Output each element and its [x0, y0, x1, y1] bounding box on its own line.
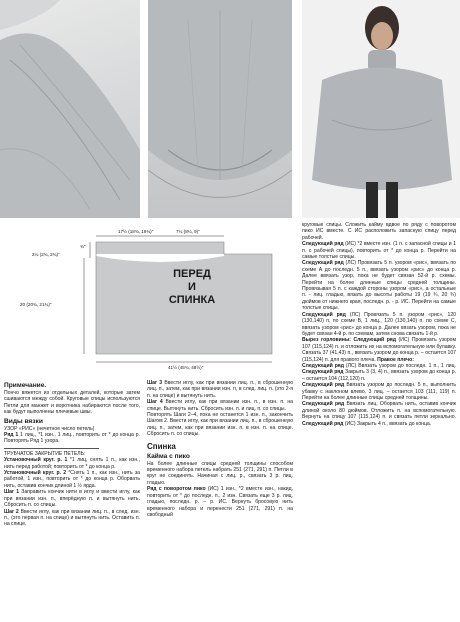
setup2-paragraph: [4, 470, 140, 489]
col3-p1: круговые спицы. Сложить кайму вдвое по ряду с поворотом пико ИС вместе. С ИС расположить запасную спицу перед рабочей.: [302, 222, 456, 241]
note-heading: Примечание.: [4, 382, 47, 389]
dim-side-small: 2¼ (2¾, 2¾)": [32, 252, 60, 257]
dim-top-width: 17½ (18¾, 19¾)": [118, 229, 154, 234]
next-row-label: Следующий ряд: [302, 260, 344, 267]
col3-para-2: [302, 241, 456, 260]
setup1-paragraph: [4, 457, 140, 470]
step4-paragraph: [147, 399, 293, 412]
picot-text: (ИС) 1 изн., *2 вместе изн., накид, повторить от * до последн. п., 2 изн. Связать еще 3 р. лиц. гладью, последн. р. – р. ИС. Вернуть бросовую нить временного набора и перенести 251 (271, 291) п. на свободный: [147, 486, 293, 518]
col3-para-8: [302, 401, 456, 427]
next-row-label: Следующий ряд: [302, 369, 344, 376]
text-column-3: [302, 222, 456, 427]
step1-text: Заправить кончик нити в иглу и ввести иглу, как при вязании изн. п., вперёдную п. и вытянуть нить. Сбросить п. со спицы.: [4, 489, 140, 509]
col3-p3: (ЛС) Провязать 5 п. узором «рис», ввязать по схеме А до последн. 5 п., ввязать узором «рис» до конца р. Далее ввязать узор, пока не будет связан 52-й р. схемы. Перейти на более длинные спицы средней толщины. Провязывая 5 п. с каждой стороны узором «рис», а остальные п. - лиц. гладью, вязать до высоты работы 19 (19 ¾, 20 ¾) дюймов от нижнего края, последн. р. - р. ИС. Перейти на самые толстые спицы.: [302, 260, 457, 312]
next-row-label: Следующий ряд: [302, 241, 344, 248]
back-heading: Спинка: [147, 441, 176, 451]
step2-text: Ввести иглу, как при вязании лиц. п., в след. изн. п., (это первая п. на спице) и вытянуть нить. Оставить п. на спице.: [4, 508, 140, 528]
col3-para-5: [302, 337, 456, 363]
piece-title-line-3: СПИНКА: [168, 294, 216, 306]
edge-heading: Кайма с пико: [147, 452, 190, 460]
col3-para-6: [302, 363, 456, 382]
note-text: Пончо вяжется из отдельных деталей, которые затем сшиваются между собой. Круговые спицы используются Петли для манжет и воротника набираются после того, как будут выполнены плечевые швы.: [4, 390, 140, 416]
step1-paragraph: [4, 489, 140, 508]
col3-para-7: [302, 382, 456, 401]
step3-label: Шаг 3: [147, 380, 163, 386]
photo-poncho-detail: [148, 0, 292, 218]
photo-model-poncho: [302, 0, 460, 218]
edge-text: На более длинные спицы средней толщины способом временного набора петель набрать 251 (271, 291) п. Петли в круг не соединять. Начиная с лиц. р., связать 3 р. лиц. гладью.: [147, 460, 293, 486]
piece-title-line-2: И: [188, 281, 196, 293]
row1-text: 1 лиц., *1 изн., 1 лиц., повторить от * до конца р. Повторять Ряд 1 узора.: [4, 432, 140, 445]
piece-title-line-1: ПЕРЕД: [173, 268, 211, 280]
types-heading: Виды вязки: [4, 417, 43, 425]
neck-heading: Вырез горловины:: [302, 337, 351, 344]
dim-bottom-width: 41½ (45¾, 48½)": [168, 365, 204, 370]
dim-top-right: 7¼ (8¼, 9)": [176, 229, 200, 234]
setup2-text: *Снять 1 п., как изн., нить за работой, 1 изн., повторить от * до конца р. Оборвать нить, оставив кончик длиной 1 ½ ярда.: [4, 470, 140, 489]
photo-poncho-back: [0, 0, 140, 218]
types-text: УЗОР «РИС» (нечетное число петель): [4, 425, 95, 432]
dim-side-tiny: ¾": [80, 244, 86, 249]
next-row-label: Следующий ряд: [302, 311, 346, 318]
picot-label: Ряд с поворотом пико: [147, 486, 206, 493]
step2-label: Шаг 2: [4, 508, 19, 515]
step4-label: Шаг 4: [147, 399, 163, 406]
next-row-label: Следующий ряд: [353, 337, 396, 344]
next-row-label: Следующий ряд: [302, 362, 344, 369]
repeat-text: Повторять Шаги 2–4, пока не останется 1 изн. п., закончить Шагом 2. Ввести иглу, как при вязании лиц. п., в сброшенную лиц. п., затем, как при вязании изн. п. в изн. п. на спице. Сбросить п. со спицы.: [147, 412, 293, 438]
col3-p2: (ИС) *2 вместе изн. (1 п. с запасной спицы и 1 п. с рабочей спицы), повторить от * до конца р. Перейти на самые толстые спицы.: [302, 241, 457, 261]
col3-p6: (ЛС) Ввязать узором до последн. 1 п., 1 лиц.: [345, 362, 456, 369]
step3-paragraph: [147, 380, 293, 399]
setup1-label: Установочный круг. р. 1: [4, 457, 68, 464]
dim-height: 20 (20¾, 21¾)": [20, 302, 52, 307]
row1-label: Ряд 1: [4, 432, 19, 439]
setup2-label: Установочный круг. р. 2: [4, 470, 67, 477]
schematic-diagram: [0, 222, 296, 374]
step4-text: Ввести иглу, как при вязании изн. п., в изн. п. на спице. Вытянуть нить. Сбросить изн. п. и лиц. п. со спицы.: [147, 399, 294, 412]
row1-paragraph: [4, 432, 140, 445]
col3-p9: Ввязать лиц. Оборвать нить, оставив кончик длиной около 80 дюймов. Отложить п. на вспомогательную. Вернуть на спицу 107 (115,124) п. и связать петли зеркально.: [302, 401, 457, 421]
col3-p8: Ввязать узором до последн. 5 п., выполнить убавку с наклоном влево, 3 лиц. – остается 103 (111, 119) п. Перейти на более длинные спицы средней толщины.: [302, 382, 456, 401]
col3-para-4: [302, 312, 456, 338]
piece-title: [162, 268, 222, 307]
col3-p10: (ИС) Закрыть 4 п., ввязать до конца.: [344, 420, 432, 427]
step2-paragraph: [4, 509, 140, 528]
step3-text: Ввести иглу, как при вязании лиц. п., в сброшенную лиц. п., затем, как при вязании изн. п, в след. лиц. п. (это 2-я п. на спице) и вытянуть нить.: [147, 380, 294, 399]
next-row-label: Следующий ряд: [302, 401, 345, 408]
setup1-text: *1 лиц, снять 1 п., как изн., нить перед работой; повторить от * до конца р.: [4, 457, 140, 470]
text-column-2: [147, 380, 293, 518]
col3-p5: (ИС) Провязать узором 107 (115,124) п. и отложить их на вспомогательную или булавку. Связать 37 (41,43) п., ввязать узором до конца р. – остается 107 (115,124) п. для правого плеча.: [302, 337, 456, 363]
picot-paragraph: [147, 486, 293, 518]
divider: [4, 448, 99, 449]
cast-heading: ТРУБЧАТОЕ ЗАКРЫТИЕ ПЕТЕЛЬ:: [4, 450, 86, 457]
next-row-label: Следующий ряд: [302, 382, 345, 389]
step1-label: Шаг 1: [4, 489, 20, 496]
col3-para-3: [302, 260, 456, 311]
col3-p7: Закрыть 3 (3, 4) п., ввязать узором до конца р. – остается 104 (112,120) п.: [302, 369, 456, 382]
next-row-label: Следующий ряд: [302, 420, 344, 427]
col3-p4: (ЛС) Провязать 5 п. узором «рис», 120 (130,140) п. по схеме В, 1 лиц., 120 (130,140) п. по схеме С, ввязать узором «рис» до конца р. Далее вязать узором, пока не будет связан 4-й р. по схемам, затем снова связать 1-й р.: [302, 311, 456, 337]
right-shoulder-heading: Правое плечо:: [377, 356, 414, 363]
text-column-1: [4, 380, 140, 528]
